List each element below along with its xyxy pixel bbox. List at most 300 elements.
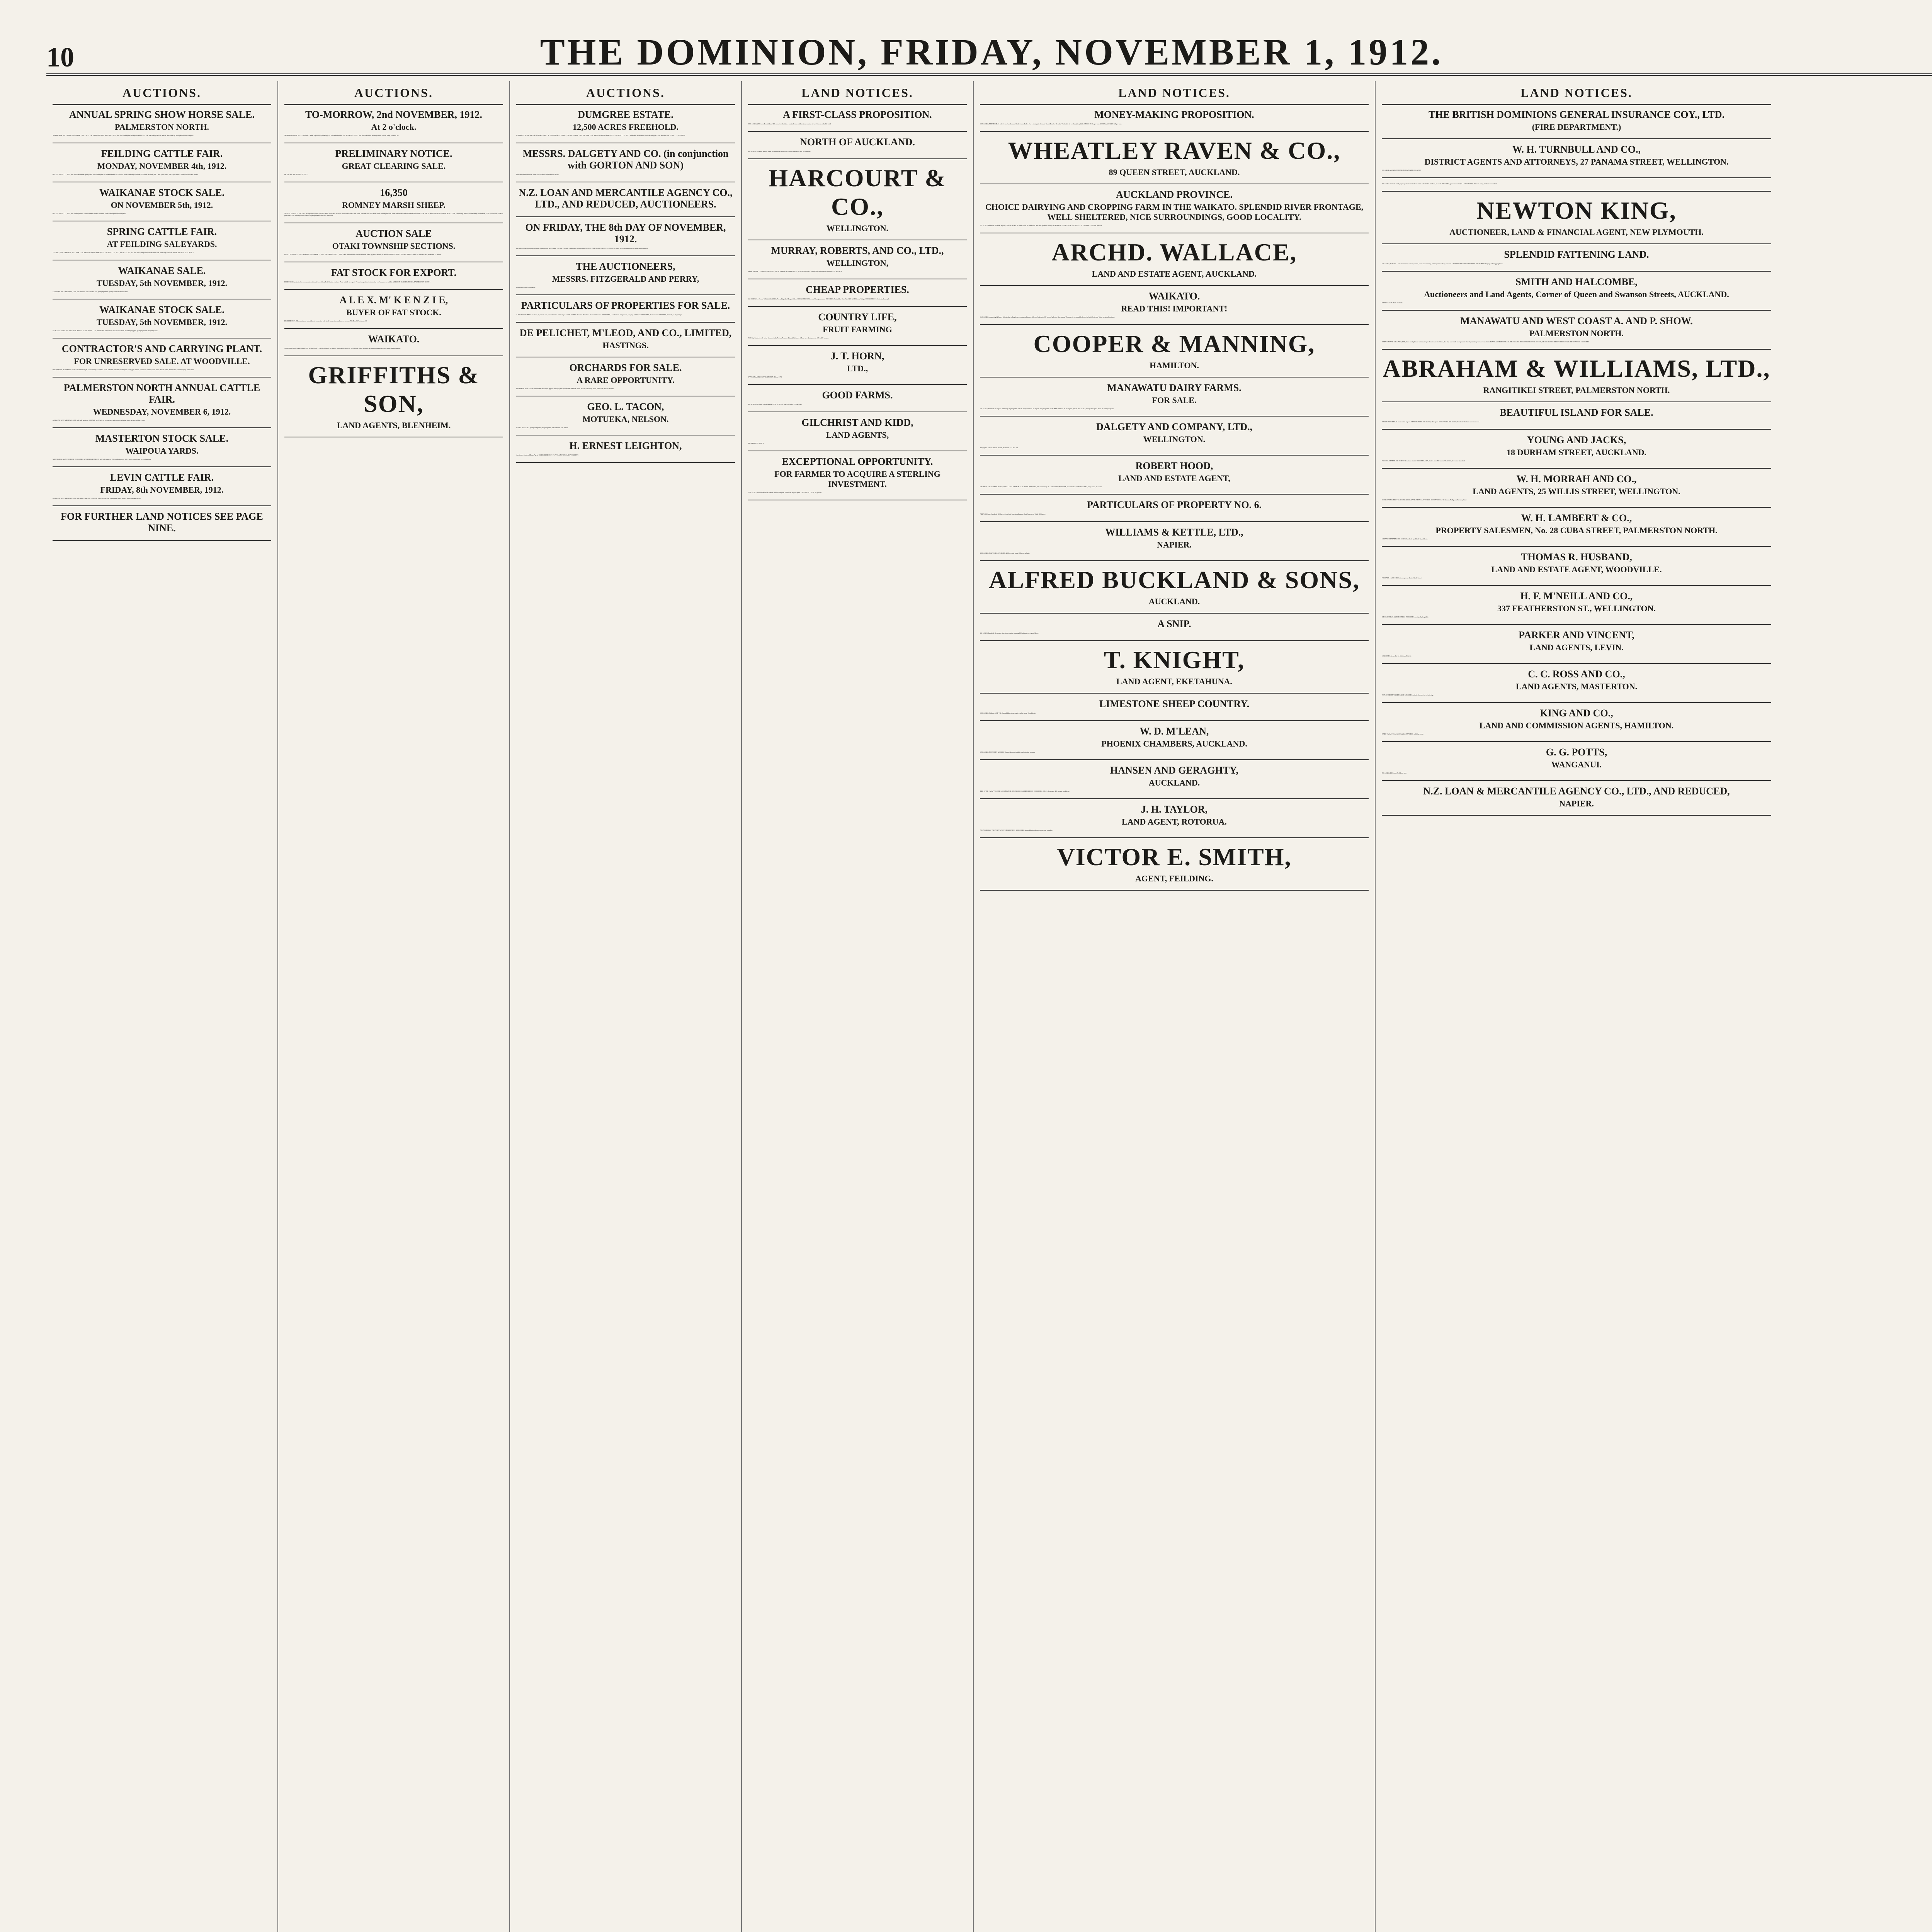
ad-divider bbox=[980, 521, 1369, 522]
ad-body: 37 PANAMA STREET, WELLINGTON. 'Phone 2173. bbox=[748, 376, 782, 378]
ad-subtitle: TUESDAY, 5th NOVEMBER, 1912. bbox=[96, 317, 228, 327]
advertisement bbox=[1382, 668, 1771, 696]
ad-body: SHEEP, CATTLE, AND CROPPING. 2500 ACRES, mostly all ploughable. bbox=[1382, 616, 1429, 618]
ad-divider bbox=[1382, 138, 1771, 139]
ad-divider bbox=[516, 462, 735, 463]
ad-title: PARTICULARS OF PROPERTIES FOR SALE. bbox=[521, 300, 730, 311]
ad-divider bbox=[1382, 702, 1771, 703]
ad-divider bbox=[980, 377, 1369, 378]
advertisement bbox=[284, 187, 503, 216]
advertisement bbox=[516, 401, 735, 429]
advertisement bbox=[748, 311, 967, 339]
advertisement bbox=[980, 566, 1369, 607]
ad-title: LEVIN CATTLE FAIR. bbox=[110, 472, 214, 483]
advertisement bbox=[980, 238, 1369, 279]
ad-title: WAIKATO. bbox=[368, 333, 420, 345]
advertisement bbox=[748, 245, 967, 272]
ad-title: G. G. POTTS, bbox=[1546, 747, 1607, 758]
ad-divider bbox=[53, 505, 271, 506]
ad-body: 660 ACRES, L.I.P., near Te Kuiti. 26 ACRES, Freehold, pick of Taupiri Valley. 1000 ACRES, O.R.P., near Whangamomona. 260 ACRES, Freehold, at Tane Flat. 1200 ACRES, near Tolaga. 1300 ACRES, Freehold, Marlborough. bbox=[748, 298, 889, 300]
ad-body: 540 ACRES, Te Aroha, 1 mile from nearest railway station, township, creamery, and important railway junction. CHEAP AUCKLAND DAIRY FARM. 226 ACRES, Dairying and Cropping Land. bbox=[1382, 263, 1503, 265]
ad-divider bbox=[980, 285, 1369, 286]
ad-subtitle: GREAT CLEARING SALE. bbox=[342, 161, 446, 171]
advertisement bbox=[980, 765, 1369, 792]
ad-body: PROPERTY, about 17 acres, about 1000 best export apples, mostly 6 years planted. PROPERTY, about 16 acres, adjoining above, 1300 trees, mixed varieties. bbox=[516, 388, 614, 389]
advertisement bbox=[1382, 590, 1771, 618]
advertisement bbox=[284, 267, 503, 283]
advertisement bbox=[284, 109, 503, 136]
advertisement bbox=[980, 646, 1369, 687]
ad-body: FEATHERSTON. All commissions undertaken in connection with stock transactions on farmers' account. P.O. Box 38. Telephone 12. bbox=[284, 320, 367, 322]
ad-subtitle: FOR UNRESERVED SALE. AT WOODVILLE. bbox=[74, 356, 250, 366]
ad-subtitle: 89 QUEEN STREET, AUCKLAND. bbox=[1109, 167, 1240, 177]
advertisement bbox=[53, 109, 271, 136]
ad-body: have received instructions to sell lots of land in the Manawatu district. bbox=[516, 173, 560, 175]
ad-divider bbox=[980, 613, 1369, 614]
column-6 bbox=[1376, 81, 1777, 1932]
ad-subtitle: 12,500 ACRES FREEHOLD. bbox=[573, 122, 679, 132]
ad-body: Auctioneer, Land and Estate Agent, 166 FEATHERSTON ST., WELLINGTON, Or LOWER HUTT. bbox=[516, 454, 579, 456]
ad-title: ARCHD. WALLACE, bbox=[1051, 238, 1297, 266]
ad-title: VICTOR E. SMITH, bbox=[1057, 843, 1292, 871]
ad-subtitle: FOR SALE. bbox=[1152, 395, 1197, 405]
advertisement bbox=[980, 189, 1369, 226]
ad-subtitle: MONDAY, NOVEMBER 4th, 1912. bbox=[97, 161, 227, 171]
ad-title: MANAWATU AND WEST COAST A. AND P. SHOW. bbox=[1460, 315, 1693, 327]
ad-title: GEO. L. TACON, bbox=[587, 401, 664, 412]
ad-title: LIMESTONE SHEEP COUNTRY. bbox=[1099, 698, 1250, 709]
ad-title: WAIKANAE STOCK SALE. bbox=[99, 187, 224, 198]
advertisement bbox=[1382, 315, 1771, 343]
ad-body: On 25th and 26th FEBRUARY, 1913. bbox=[284, 173, 308, 175]
ad-body: THIS IS THE FARM YOU ARE LOOKING FOR. ONLY £1000 CASH REQUIRED. 1330 ACRES, O.R.P., all grassed, 400 acres in good heart. bbox=[980, 790, 1070, 792]
advertisement bbox=[53, 511, 271, 534]
ad-title: SMITH AND HALCOMBE, bbox=[1515, 276, 1638, 287]
ad-subtitle: PALMERSTON NORTH. bbox=[114, 122, 209, 132]
ad-subtitle: PALMERSTON NORTH. bbox=[1529, 328, 1624, 338]
ad-title: CHEAP PROPERTIES. bbox=[806, 284, 909, 295]
advertisement bbox=[748, 109, 967, 125]
ad-divider bbox=[516, 255, 735, 256]
ad-title: A SNIP. bbox=[1157, 618, 1191, 629]
ad-divider bbox=[980, 455, 1369, 456]
advertisement bbox=[1382, 512, 1771, 540]
ad-subtitle: CHOICE DAIRYING AND CROPPING FARM IN THE WAIKATO. SPLENDID RIVER FRONTAGE, WELL SHELTERED, NICE SURROUNDINGS, GOOD LOCALITY. bbox=[985, 202, 1364, 222]
ad-divider bbox=[980, 798, 1369, 799]
ad-body: 1700 ACRES, situated less than 25 miles from Wellington, 1000 acres in good grass. 1300 ACRES, O.R.P., all grassed. bbox=[748, 492, 822, 493]
ad-subtitle: AUCTIONEER, LAND & FINANCIAL AGENT, NEW PLYMOUTH. bbox=[1449, 227, 1704, 237]
ad-title: SPRING CATTLE FAIR. bbox=[107, 226, 217, 237]
ad-body: 3200 ACRES, 2800 acres Freehold and 400 acres Leasehold, at a nominal rent, rich limestone country, all well fenced and subdivided. bbox=[748, 123, 832, 125]
column-heading: AUCTIONS. bbox=[53, 81, 271, 105]
ad-body: 150 ACRES, Freehold, all in grass and nearly all ploughable. 100 ACRES, Freehold, all in grass and ploughable. 63 ACRES, Freehold, all in English grasses. 105 ACRES, nearly all in grass, about 30 acres ploughable. bbox=[980, 408, 1115, 410]
advertisement bbox=[53, 433, 271, 460]
ad-body: OTAKI. 184 ACRES good grazing land, part ploughable, well watered, well fenced. bbox=[516, 427, 568, 429]
ad-title: THOMAS R. HUSBAND, bbox=[1521, 551, 1632, 563]
ad-body: 3000 ACRES, WAINGARO, WAIKATO; 2000 acres in grass, 200 acres in bush. bbox=[980, 552, 1030, 554]
ad-body: A BOUT 600 ACRES, Leasehold, 66 years to run, within 16 miles of Hastings. GENTLEMAN'S Beautiful Residence of about 10 rooms. 1100 ACRES, 14 miles from Waipukurau, carrying 1000 sheep. 980 ACRES, all limestone. 368 ACRES, Freehold, at Onga Onga. bbox=[516, 314, 682, 316]
ad-body: WEDNESDAY, 6th NOVEMBER, 1912. JAMES MACINTOSH AND CO. will sell, as above: 550 woolly hoggets, 300 4 and 6-tooth fat and forward wethers. bbox=[53, 458, 151, 460]
ad-divider bbox=[980, 720, 1369, 721]
ad-subtitle: RANGITIKEI STREET, PALMERSTON NORTH. bbox=[1483, 385, 1670, 395]
advertisement bbox=[1382, 144, 1771, 171]
ad-body: ABRAHAM AND WILLIAMS, LTD., have much pleasure in intimating to those in search of Land, that they have made arrangements whereby intending investors can obtain PLANS AND PARTICULARS. MR. WALTER JOHNSTON'S KOPANE ESTATE, OF 1125 ACRES. RIDDIFORD'S LONGBURN ESTATE OF 1703 ACRES. bbox=[1382, 341, 1590, 343]
ad-title: DE PELICHET, M'LEOD, AND CO., LIMITED, bbox=[519, 327, 732, 338]
ad-body: TO-MORROW, SATURDAY, NOVEMBER 2, 1912. At 11 a.m. ABRAHAM AND WILLIAMS, LTD., will sell at their yards, Rangitikei Street, at 11 a.m. 100 Draught Horses, Hacks, and Ponies. (Catalogued forward draughts). bbox=[53, 134, 194, 136]
ad-title: PRELIMINARY NOTICE. bbox=[335, 148, 452, 159]
ad-title: 16,350 bbox=[380, 187, 408, 198]
ad-divider bbox=[980, 759, 1369, 760]
ad-subtitle: LAND AGENTS, 25 WILLIS STREET, WELLINGTON. bbox=[1473, 486, 1680, 496]
ad-body: 1000 ACRES, Waikato, L.I.P. Title. Splendid limestone country; all in grass; 10 paddocks. bbox=[980, 712, 1036, 714]
advertisement bbox=[516, 327, 735, 350]
ad-subtitle: ON NOVEMBER 5th, 1912. bbox=[111, 200, 213, 210]
ad-title: COUNTRY LIFE, bbox=[818, 311, 897, 323]
advertisement bbox=[980, 527, 1369, 554]
ad-title: MURRAY, ROBERTS, AND CO., LTD., bbox=[771, 245, 944, 256]
ad-divider bbox=[1382, 349, 1771, 350]
ad-divider bbox=[53, 427, 271, 428]
ad-subtitle: LAND AGENT, EKETAHUNA. bbox=[1116, 677, 1232, 686]
ad-body: FREEHOLD FARMS. 120 ACRES, Eketahuna district. 314 ACRES, L.I.P., 5 miles from Eketahuna. 90 ACRES, first-class dairy land. bbox=[1382, 460, 1465, 462]
ad-title: C. C. ROSS AND CO., bbox=[1528, 668, 1625, 680]
ad-body: 1340 ACRES, comprising 220 acres of first-class rolling down country, and improved heavy bush; also 100 acres of splendid flax swamp. The property is splendidly fenced, all with first-class Totara posts and strainers. bbox=[980, 316, 1115, 318]
advertisement bbox=[53, 187, 271, 214]
advertisement bbox=[980, 698, 1369, 714]
ad-body: FOR City People. A Life in the Country. in the Nelson Province. Planted Orchards, £45 per acre. Unimproved, £15 to £25 per acre. bbox=[748, 337, 829, 339]
ad-title: COOPER & MANNING, bbox=[1033, 330, 1315, 357]
ad-subtitle: AGENT, FEILDING. bbox=[1135, 874, 1213, 883]
advertisement bbox=[980, 460, 1369, 488]
ad-title: WHEATLEY RAVEN & CO., bbox=[1008, 137, 1341, 164]
ad-body: PRODUCERS are invited to communicate with us before selling Beef, Mutton, Lamb, or Pork, suitable for export. We are in a position to obtain the very best prices available. MELLSOP, ELLIOTT AND CO., PALMERSTON NORTH. bbox=[284, 281, 430, 283]
ad-divider bbox=[1382, 271, 1771, 272]
ad-divider bbox=[53, 466, 271, 467]
advertisement bbox=[980, 618, 1369, 634]
ad-title: H. F. M'NEILL AND CO., bbox=[1520, 590, 1633, 602]
ad-subtitle: HASTINGS. bbox=[602, 340, 649, 350]
ad-title: ALFRED BUCKLAND & SONS, bbox=[989, 566, 1360, 594]
advertisement bbox=[1382, 434, 1771, 462]
advertisement bbox=[980, 382, 1369, 410]
advertisement bbox=[284, 148, 503, 175]
ad-divider bbox=[1382, 624, 1771, 625]
ad-subtitle: AUCKLAND. bbox=[1148, 597, 1200, 606]
ad-title: AUCTION SALE bbox=[355, 228, 432, 239]
ad-title: PALMERSTON NORTH ANNUAL CATTLE FAIR. bbox=[63, 382, 260, 405]
column-heading: AUCTIONS. bbox=[284, 81, 503, 105]
ad-body: 800 ACRES, 500 acres in good grass, the balance in bush, well watered and fenced into 10 paddocks. bbox=[748, 150, 811, 152]
ad-title: A L E X. M' K E N Z I E, bbox=[339, 294, 448, 306]
ad-divider bbox=[1382, 401, 1771, 402]
advertisement bbox=[748, 164, 967, 233]
ad-body: 400 ACRES of first-class country; 220 acres first flat, 70 acres low hills, all in grass, with the exception of 20 acres, the whole property has been ploughed and sown down in English grass. bbox=[284, 347, 401, 349]
ad-body: NEW ZEALAND LOAN AND MERCANTILE AGENCY CO., LTD., and REDUCED, will sell at 12 o'clock noon, including hoggets, springing heifers and young cows. bbox=[53, 330, 158, 332]
ad-subtitle: WELLINGTON, bbox=[826, 258, 889, 268]
ad-subtitle: PROPERTY SALESMEN, No. 28 CUBA STREET, PALMERSTON NORTH. bbox=[1435, 526, 1718, 535]
ad-title: FEILDING CATTLE FAIR. bbox=[101, 148, 223, 159]
advertisement bbox=[516, 440, 735, 456]
column-4 bbox=[742, 81, 974, 1932]
ad-title: FOR FURTHER LAND NOTICES SEE PAGE NINE. bbox=[61, 511, 263, 534]
ad-subtitle: PHOENIX CHAMBERS, AUCKLAND. bbox=[1101, 739, 1247, 748]
ad-divider bbox=[980, 416, 1369, 417]
ad-divider bbox=[980, 890, 1369, 891]
ad-divider bbox=[748, 158, 967, 159]
advertisement bbox=[516, 187, 735, 210]
ad-subtitle: A RARE OPPORTUNITY. bbox=[577, 375, 675, 385]
advertisement bbox=[516, 261, 735, 288]
ad-divider bbox=[53, 377, 271, 378]
advertisement bbox=[980, 804, 1369, 831]
ad-body: 1404 ACRES, situated in the Waitotara District. bbox=[1382, 655, 1412, 657]
advertisement bbox=[516, 148, 735, 175]
ad-subtitle: LAND AGENTS, LEVIN. bbox=[1529, 643, 1624, 652]
ad-divider bbox=[980, 324, 1369, 325]
ad-title: ON FRIDAY, THE 8th DAY OF NOVEMBER, 1912. bbox=[525, 222, 726, 245]
ad-divider bbox=[284, 328, 503, 329]
ad-subtitle: DISTRICT AGENTS AND ATTORNEYS, 27 PANAMA STREET, WELLINGTON. bbox=[1424, 157, 1729, 167]
ad-subtitle: HAMILTON. bbox=[1150, 361, 1199, 370]
ad-body: TUESDAY, NOVEMBER 5th, 1912. NEW ZEALAND LOAN AND MERCANTILE AGENCY CO., LTD., and REDUCED, will hold their spring cattle fair on above date, when they will offer 800 HEAD OF MIXED CATTLE. bbox=[53, 252, 194, 253]
ad-body: IMPORTANT PUBLIC NOTICE. bbox=[1382, 302, 1403, 304]
page-number: 10 bbox=[46, 42, 74, 73]
ad-subtitle: LAND AGENTS, bbox=[826, 430, 889, 440]
advertisement bbox=[748, 350, 967, 378]
ad-divider bbox=[1382, 468, 1771, 469]
ad-title: WAIKATO. bbox=[1148, 291, 1200, 302]
ad-divider bbox=[980, 560, 1369, 561]
ad-subtitle: LAND AND ESTATE AGENT, bbox=[1118, 473, 1230, 483]
advertisement bbox=[748, 456, 967, 493]
advertisement bbox=[1382, 196, 1771, 237]
ad-title: BEAUTIFUL ISLAND FOR SALE. bbox=[1500, 407, 1653, 418]
ad-subtitle: LAND AGENT, ROTORUA. bbox=[1122, 817, 1227, 827]
ad-subtitle: TUESDAY, 5th NOVEMBER, 1912. bbox=[96, 278, 228, 288]
advertisement bbox=[53, 382, 271, 421]
ad-title: NEWTON KING, bbox=[1476, 197, 1677, 224]
advertisement bbox=[748, 284, 967, 300]
ad-subtitle: FRIDAY, 8th NOVEMBER, 1912. bbox=[100, 485, 224, 495]
ad-title: WILLIAMS & KETTLE, LTD., bbox=[1105, 527, 1243, 538]
ad-title: ROBERT HOOD, bbox=[1135, 460, 1213, 471]
advertisement bbox=[284, 228, 503, 255]
advertisement bbox=[1382, 407, 1771, 423]
ad-subtitle: LAND AGENTS, MASTERTON. bbox=[1515, 682, 1638, 691]
ad-subtitle: WANGANUI. bbox=[1551, 760, 1602, 769]
column-5 bbox=[974, 81, 1376, 1932]
ad-subtitle: AT FEILDING SALEYARDS. bbox=[107, 239, 217, 249]
ad-title: CONTRACTOR'S AND CARRYING PLANT. bbox=[61, 343, 262, 354]
advertisement bbox=[284, 294, 503, 322]
ad-title: THE AUCTIONEERS, bbox=[576, 261, 675, 272]
ad-subtitle: FRUIT FARMING bbox=[823, 325, 892, 334]
ad-divider bbox=[980, 494, 1369, 495]
ad-subtitle: WEDNESDAY, NOVEMBER 6, 1912. bbox=[93, 407, 231, 417]
advertisement bbox=[1382, 629, 1771, 657]
ad-subtitle: LAND AND COMMISSION AGENTS, HAMILTON. bbox=[1479, 721, 1674, 730]
ad-subtitle: LTD., bbox=[847, 364, 868, 373]
advertisement bbox=[980, 421, 1369, 449]
ad-divider bbox=[1382, 191, 1771, 192]
ad-subtitle: ROMNEY MARSH SHEEP. bbox=[342, 200, 446, 210]
ad-body: CHEAP SHEEP FARM. 1900 ACRES, Freehold, good land, 12 paddocks. bbox=[1382, 538, 1428, 540]
ad-body: DALGETY AND CO., LTD., will offer by Public Auction: steers, heifers, cows and calves, and a purebred Jersey bull. bbox=[53, 213, 126, 214]
ad-body: RELIABLE AGENTS WANTED IN TOWN AND COUNTRY. bbox=[1382, 169, 1421, 171]
advertisement bbox=[53, 148, 271, 175]
columns bbox=[46, 81, 1932, 1932]
ad-title: DALGETY AND COMPANY, LTD., bbox=[1096, 421, 1252, 432]
ad-title: PARTICULARS OF PROPERTY NO. 6. bbox=[1087, 499, 1262, 510]
ad-title: N.Z. LOAN & MERCANTILE AGENCY CO., LTD., AND REDUCED, bbox=[1423, 786, 1730, 797]
ad-divider bbox=[1382, 310, 1771, 311]
ad-subtitle: 337 FEATHERSTON ST., WELLINGTON. bbox=[1497, 604, 1656, 613]
ad-body: 1050 ACRES, NORTHERN WAIROA. Buyers take note that this is a first-class property. bbox=[980, 751, 1036, 753]
ad-divider bbox=[284, 355, 503, 356]
ad-divider bbox=[748, 345, 967, 346]
ad-body: A HAWKE'S BAY PROPERTY WORTH INSPECTING. 3200 ACRES, situated 2 miles from a prosperous township. bbox=[980, 829, 1053, 831]
ad-title: KING AND CO., bbox=[1540, 707, 1613, 719]
ad-divider bbox=[748, 306, 967, 307]
ad-divider bbox=[1382, 507, 1771, 508]
advertisement bbox=[980, 499, 1369, 515]
ad-divider bbox=[53, 540, 271, 541]
ad-body: SUBDIVISION FOR SALE at the TOWN HALL, BLENHEIM, on SATURDAY, 7th DECEMBER, 1912. THE NEW ZEALAND LOAN AND MERCANTILE AGENCY CO., LTD., have been instructed to offer the Dumgree Estate in twenty lots. TOTAL: 12,500 ACRES. bbox=[516, 134, 686, 136]
ad-title: PARKER AND VINCENT, bbox=[1519, 629, 1634, 641]
advertisement bbox=[1382, 551, 1771, 579]
ad-body: PALMERSTON NORTH. bbox=[748, 442, 764, 444]
ad-subtitle: WELLINGTON. bbox=[1143, 434, 1206, 444]
ad-divider bbox=[1382, 780, 1771, 781]
ad-subtitle: READ THIS! IMPORTANT! bbox=[1121, 304, 1228, 313]
ad-subtitle: 18 DURHAM STREET, AUCKLAND. bbox=[1506, 447, 1646, 457]
ad-title: WAIKANAE STOCK SALE. bbox=[99, 304, 224, 315]
advertisement bbox=[1382, 276, 1771, 304]
ad-subtitle: AUCKLAND. bbox=[1148, 778, 1200, 787]
ad-title: N.Z. LOAN AND MERCANTILE AGENCY CO., LTD., AND REDUCED, AUCTIONEERS. bbox=[519, 187, 733, 210]
ad-body: 950 ACRES, all in best English grasses. 2750 ACRES of first-class land, 2000 in grass. bbox=[748, 403, 802, 405]
ad-divider bbox=[1382, 177, 1771, 178]
ad-subtitle: FOR FARMER TO ACQUIRE A STERLING INVESTMENT. bbox=[774, 469, 940, 489]
ad-body: And at NAPIER, GISBORNE, DUNEDIN, MERCHANTS, WOOLBROKERS, AUCTIONEERS, LAND AND GENERAL COMMISSION AGENTS. bbox=[748, 270, 842, 272]
ad-title: WAIKANAE SALE. bbox=[118, 265, 206, 276]
ad-subtitle: WAIPOUA YARDS. bbox=[125, 446, 199, 456]
advertisement bbox=[980, 330, 1369, 371]
advertisement bbox=[980, 843, 1369, 884]
ad-title: W. H. MORRAH AND CO., bbox=[1516, 473, 1637, 485]
ad-subtitle: WELLINGTON. bbox=[826, 223, 889, 233]
ad-body: 1575 ACRES, FREEHOLD, 11 miles from Hamilton and 4 miles from Tauhei. Has a frontage to the main Tauhei Road of 11 miles. The land is all level and ploughable. PRICE, £7 10s. per acre. MORTGAGE, £2200 at 5 per cent. bbox=[980, 123, 1122, 125]
ad-body: OTAKI TOWN HALL, WEDNESDAY, NOVEMBER 27, 1912. DALGETY AND CO., LTD., have been favoured with instructions to sell by public auction, as above: SPLENDID BUILDING SECTIONS. Terms: 25 per cent. cash, balance in 12 months. bbox=[284, 253, 442, 255]
ad-subtitle: At 2 o'clock. bbox=[371, 122, 417, 132]
ad-title: H. ERNEST LEIGHTON, bbox=[569, 440, 682, 451]
advertisement bbox=[1382, 249, 1771, 265]
ad-body: DAIRY FARMS NEAR WANGANUI. 57 ACRES, at £45 per acre. bbox=[1382, 733, 1423, 735]
ad-subtitle: LAND AGENTS, BLENHEIM. bbox=[337, 420, 451, 430]
ad-title: MASTERTON STOCK SALE. bbox=[95, 433, 229, 444]
ad-title: HARCOURT & CO., bbox=[769, 164, 946, 220]
ad-body: Telegraphic Address: Hood, Avonde, Auckland. P.O. Box 491. bbox=[980, 447, 1019, 449]
ad-body: SMALL FARMS. FIRST-CLASS ALLUVIAL LAND. VERY EASY TERMS. SUBDIVISION of the famous Phillipsons Farming Estate. bbox=[1382, 499, 1467, 501]
ad-divider bbox=[284, 289, 503, 290]
advertisement bbox=[1382, 109, 1771, 132]
ad-title: THE BRITISH DOMINIONS GENERAL INSURANCE COY., LTD. bbox=[1429, 109, 1725, 120]
advertisement bbox=[980, 291, 1369, 318]
ad-divider bbox=[1382, 815, 1771, 816]
advertisement bbox=[516, 109, 735, 136]
ad-divider bbox=[1382, 663, 1771, 664]
column-heading: AUCTIONS. bbox=[516, 81, 735, 105]
ad-subtitle: LAND AND ESTATE AGENT, AUCKLAND. bbox=[1092, 269, 1257, 279]
ad-title: T. KNIGHT, bbox=[1104, 646, 1245, 673]
ad-subtitle: OTAKI TOWNSHIP SECTIONS. bbox=[332, 241, 456, 251]
ad-divider bbox=[980, 837, 1369, 838]
ad-body: A SPLENDID RIVERSIDE FARM. 348 ACRES, suitable for dairying or fattening. bbox=[1382, 694, 1434, 696]
ad-subtitle: NAPIER. bbox=[1157, 540, 1192, 549]
ad-title: GOOD FARMS. bbox=[822, 389, 893, 401]
ad-body: 250 ACRES, L.I.P., rent 7s. 6d. per acre. bbox=[1382, 772, 1407, 774]
ad-body: Featherston Street, Wellington. bbox=[516, 286, 536, 288]
advertisement bbox=[284, 333, 503, 349]
advertisement bbox=[1382, 473, 1771, 501]
ad-subtitle: (FIRE DEPARTMENT.) bbox=[1532, 122, 1621, 132]
ad-divider bbox=[980, 131, 1369, 132]
ad-title: HANSEN AND GERAGHTY, bbox=[1110, 765, 1239, 776]
ad-title: TO-MORROW, 2nd NOVEMBER, 1912. bbox=[305, 109, 482, 120]
column-heading: LAND NOTICES. bbox=[1382, 81, 1771, 105]
advertisement bbox=[748, 389, 967, 405]
ad-body: ABOUT 850 ACRES, all more or less in grass. SEASIDE FARM. 480 ACRES, all in grass. SHEEP FARM. 400 ACRES, Freehold. The farm is on main road. bbox=[1382, 421, 1480, 423]
ad-title: ORCHARDS FOR SALE. bbox=[569, 362, 682, 373]
advertisement bbox=[980, 136, 1369, 177]
column-3 bbox=[510, 81, 742, 1932]
ad-title: DUMGREE ESTATE. bbox=[578, 109, 673, 120]
advertisement bbox=[980, 726, 1369, 753]
ad-title: J. T. HORN, bbox=[830, 350, 884, 362]
ad-title: A FIRST-CLASS PROPOSITION. bbox=[783, 109, 932, 120]
ad-divider bbox=[980, 693, 1369, 694]
column-1 bbox=[46, 81, 278, 1932]
advertisement bbox=[53, 472, 271, 499]
ad-title: MESSRS. DALGETY AND CO. (in conjunction with GORTON AND SON) bbox=[522, 148, 729, 171]
ad-subtitle: MESSRS. FITZGERALD AND PERRY, bbox=[552, 274, 699, 284]
ad-divider bbox=[516, 216, 735, 217]
ad-title: YOUNG AND JACKS, bbox=[1527, 434, 1626, 446]
ad-title: W. H. LAMBERT & CO., bbox=[1521, 512, 1632, 524]
ad-divider bbox=[1382, 429, 1771, 430]
ad-divider bbox=[748, 384, 967, 385]
ad-body: FOR SALE. 18,000 ACRES, in prosperous district North Island. bbox=[1382, 577, 1422, 579]
advertisement bbox=[53, 304, 271, 332]
ad-title: J. H. TAYLOR, bbox=[1141, 804, 1208, 815]
advertisement bbox=[53, 226, 271, 253]
ad-divider bbox=[980, 640, 1369, 641]
ad-divider bbox=[1382, 585, 1771, 586]
ad-body: VICTORIA ARCADE BUILDINGS, AUCKLAND. HAS FOR SALE: £5 10s. PER ACRE, 500 acres nearly all Auckland. £17 PER ACRE, near Waiuku. £5600 REMUERA, large house, 13 rooms. bbox=[980, 486, 1102, 488]
ad-divider bbox=[1382, 243, 1771, 244]
ad-body: By Order of the Mortgagee and under the powers of the Property Law Act, Freehold Land situate at Rangitikei. MESSRS. ABRAHAM AND WILLIAMS, LTD., have received instructions to sell by public auction. bbox=[516, 247, 648, 249]
advertisement bbox=[53, 343, 271, 371]
ad-subtitle: BUYER OF FAT STOCK. bbox=[346, 308, 441, 317]
ad-title: EXCEPTIONAL OPPORTUNITY. bbox=[782, 456, 933, 467]
ad-body: 475 ACRES Freehold beach property, situate in North Taranaki. 325 ACRES Freehold, all level. 410 ACRES, good Crown land, L.I.P. 550 ACRES, 450 acres being Freehold Crown land. bbox=[1382, 183, 1497, 185]
ad-body: WEDNESDAY, NOVEMBER 6, 1912. Commencing at 11 a.m. sharp. G. D. MACFARLANE has been instructed by the Mortgagee and the Trustees to sell the whole of the Horses, Plant, Harness and Gear belonging to the estate. bbox=[53, 369, 195, 371]
advertisement bbox=[980, 109, 1369, 125]
ad-title: NORTH OF AUCKLAND. bbox=[800, 136, 915, 148]
column-2 bbox=[278, 81, 510, 1932]
ad-divider bbox=[516, 322, 735, 323]
ad-body: ABRAHAM AND WILLIAMS, LTD., will sell cows with calves at foot, springing heifers, young steers and mixed cattle. bbox=[53, 291, 128, 293]
